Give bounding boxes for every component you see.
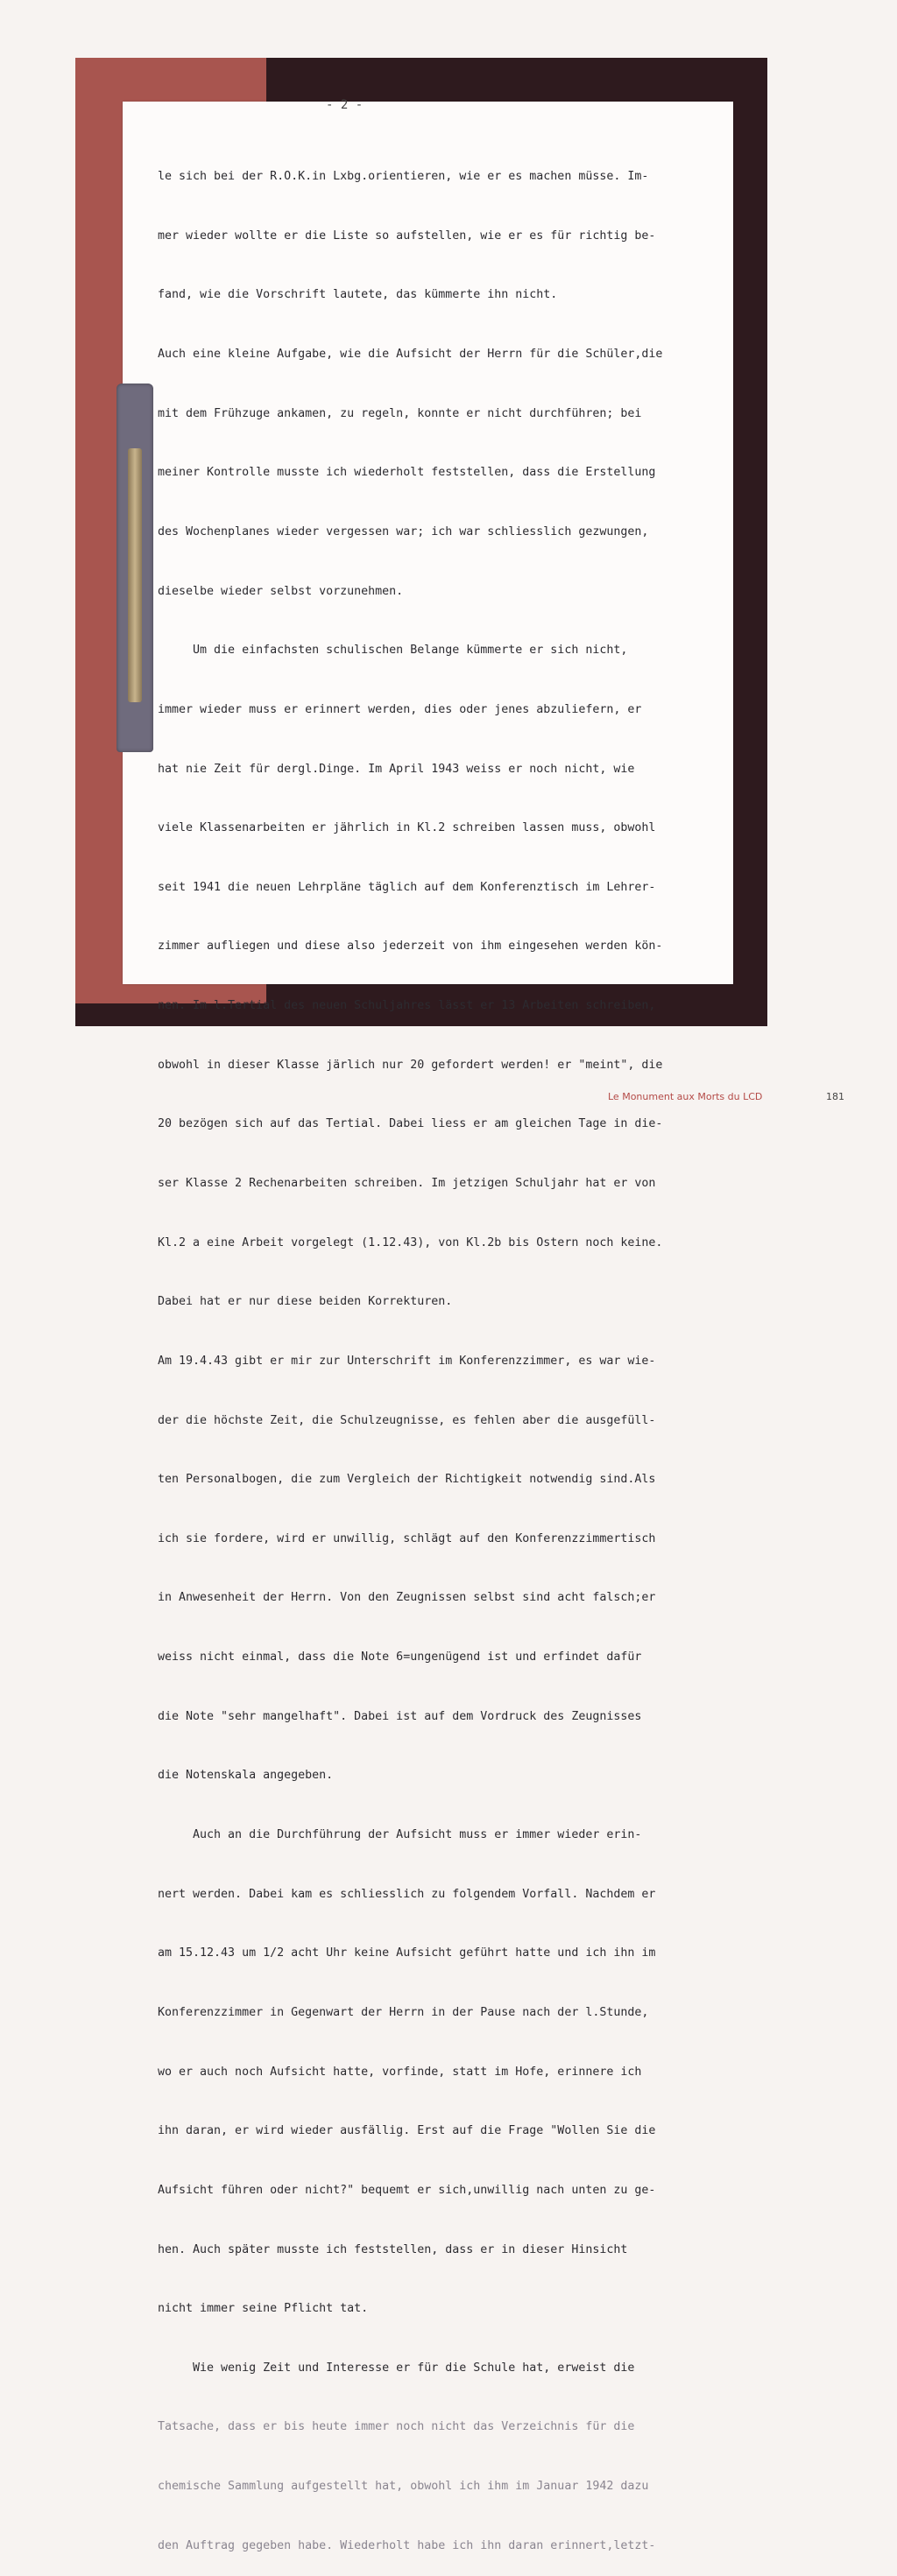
text-line: hen. Auch später musste ich feststellen, dass er in dieser Hinsicht: [158, 2242, 628, 2256]
text-line: Dabei hat er nur diese beiden Korrekturen.: [158, 1295, 453, 1309]
text-line: Um die einfachsten schulischen Belange kümmerte er sich nicht,: [158, 644, 628, 658]
clip-metal-strip: [128, 448, 142, 702]
text-line: le sich bei der R.O.K.in Lxbg.orientieren, wie er es machen müsse. Im-: [158, 170, 649, 184]
text-line: ten Personalbogen, die zum Vergleich der Richtigkeit notwendig sind.Als: [158, 1473, 656, 1487]
text-line: Aufsicht führen oder nicht?" bequemt er sich,unwillig nach unten zu ge-: [158, 2183, 656, 2197]
text-line: hat nie Zeit für dergl.Dinge. Im April 1943 weiss er noch nicht, wie: [158, 762, 635, 776]
text-line: chemische Sammlung aufgestellt hat, obwohl ich ihm im Januar 1942 dazu: [158, 2480, 649, 2494]
text-line: nert werden. Dabei kam es schliesslich zu folgendem Vorfall. Nachdem er: [158, 1887, 656, 1901]
footer-page-number: 181: [826, 1091, 844, 1102]
text-line: die Notenskala angegeben.: [158, 1769, 334, 1783]
text-line: ser Klasse 2 Rechenarbeiten schreiben. Im jetzigen Schuljahr hat er von: [158, 1176, 656, 1190]
text-line: weiss nicht einmal, dass die Note 6=ungenügend ist und erfindet dafür: [158, 1650, 642, 1665]
text-line: wo er auch noch Aufsicht hatte, vorfinde, statt im Hofe, erinnere ich: [158, 2065, 642, 2079]
text-line: nen. Im l.Tertial des neuen Schuljahres lässt er 13 Arbeiten schreiben,: [158, 999, 656, 1013]
text-line: den Auftrag gegeben habe. Wiederholt habe ich ihn daran erinnert,letzt-: [158, 2538, 656, 2552]
text-line: am 15.12.43 um 1/2 acht Uhr keine Aufsicht geführt hatte und ich ihn im: [158, 1946, 656, 1960]
text-line: Auch an die Durchführung der Aufsicht muss er immer wieder erin-: [158, 1828, 642, 1842]
text-line: seit 1941 die neuen Lehrpläne täglich auf dem Konferenztisch im Lehrer-: [158, 880, 656, 894]
text-line: in Anwesenheit der Herrn. Von den Zeugnissen selbst sind acht falsch;er: [158, 1591, 656, 1605]
text-line: ich sie fordere, wird er unwillig, schlägt auf den Konferenzzimmertisch: [158, 1531, 656, 1545]
text-line: Konferenzzimmer in Gegenwart der Herrn in der Pause nach der l.Stunde,: [158, 2005, 649, 2019]
text-line: obwohl in dieser Klasse järlich nur 20 gefordert werden! er "meint", die: [158, 1058, 663, 1072]
text-line: dieselbe wieder selbst vorzunehmen.: [158, 584, 404, 598]
text-line: ihn daran, er wird wieder ausfällig. Erst auf die Frage "Wollen Sie die: [158, 2124, 656, 2138]
footer-title: Le Monument aux Morts du LCD: [608, 1091, 763, 1102]
text-line: zimmer aufliegen und diese also jederzeit von ihm eingesehen werden kön-: [158, 940, 663, 954]
text-line: nicht immer seine Pflicht tat.: [158, 2302, 369, 2316]
text-line: Am 19.4.43 gibt er mir zur Unterschrift im Konferenzzimmer, es war wie-: [158, 1354, 656, 1368]
text-line: fand, wie die Vorschrift lautete, das kümmerte ihn nicht.: [158, 288, 558, 302]
text-line: mit dem Frühzuge ankamen, zu regeln, konnte er nicht durchführen; bei: [158, 406, 642, 420]
text-line: Tatsache, dass er bis heute immer noch nicht das Verzeichnis für die: [158, 2420, 635, 2434]
text-line: meiner Kontrolle musste ich wiederholt feststellen, dass die Erstellung: [158, 466, 656, 480]
text-line: Wie wenig Zeit und Interesse er für die Schule hat, erweist die: [158, 2361, 635, 2375]
text-line: der die höchste Zeit, die Schulzeugnisse, es fehlen aber die ausgefüll-: [158, 1413, 656, 1427]
text-line: 20 bezögen sich auf das Tertial. Dabei liess er am gleichen Tage in die-: [158, 1117, 663, 1131]
typed-text: [158, 128, 736, 2576]
text-line: Auch eine kleine Aufgabe, wie die Aufsicht der Herrn für die Schüler,die: [158, 348, 663, 362]
text-line: des Wochenplanes wieder vergessen war; ich war schliesslich gezwungen,: [158, 524, 649, 538]
text-line: mer wieder wollte er die Liste so aufstellen, wie er es für richtig be-: [158, 229, 656, 243]
text-line: immer wieder muss er erinnert werden, dies oder jenes abzuliefern, er: [158, 702, 642, 716]
text-line: Kl.2 a eine Arbeit vorgelegt (1.12.43), von Kl.2b bis Ostern noch keine.: [158, 1235, 663, 1249]
page-marker: - 2 -: [326, 98, 364, 112]
text-line: viele Klassenarbeiten er jährlich in Kl.2 schreiben lassen muss, obwohl: [158, 821, 656, 835]
text-line: die Note "sehr mangelhaft". Dabei ist auf dem Vordruck des Zeugnisses: [158, 1709, 642, 1723]
